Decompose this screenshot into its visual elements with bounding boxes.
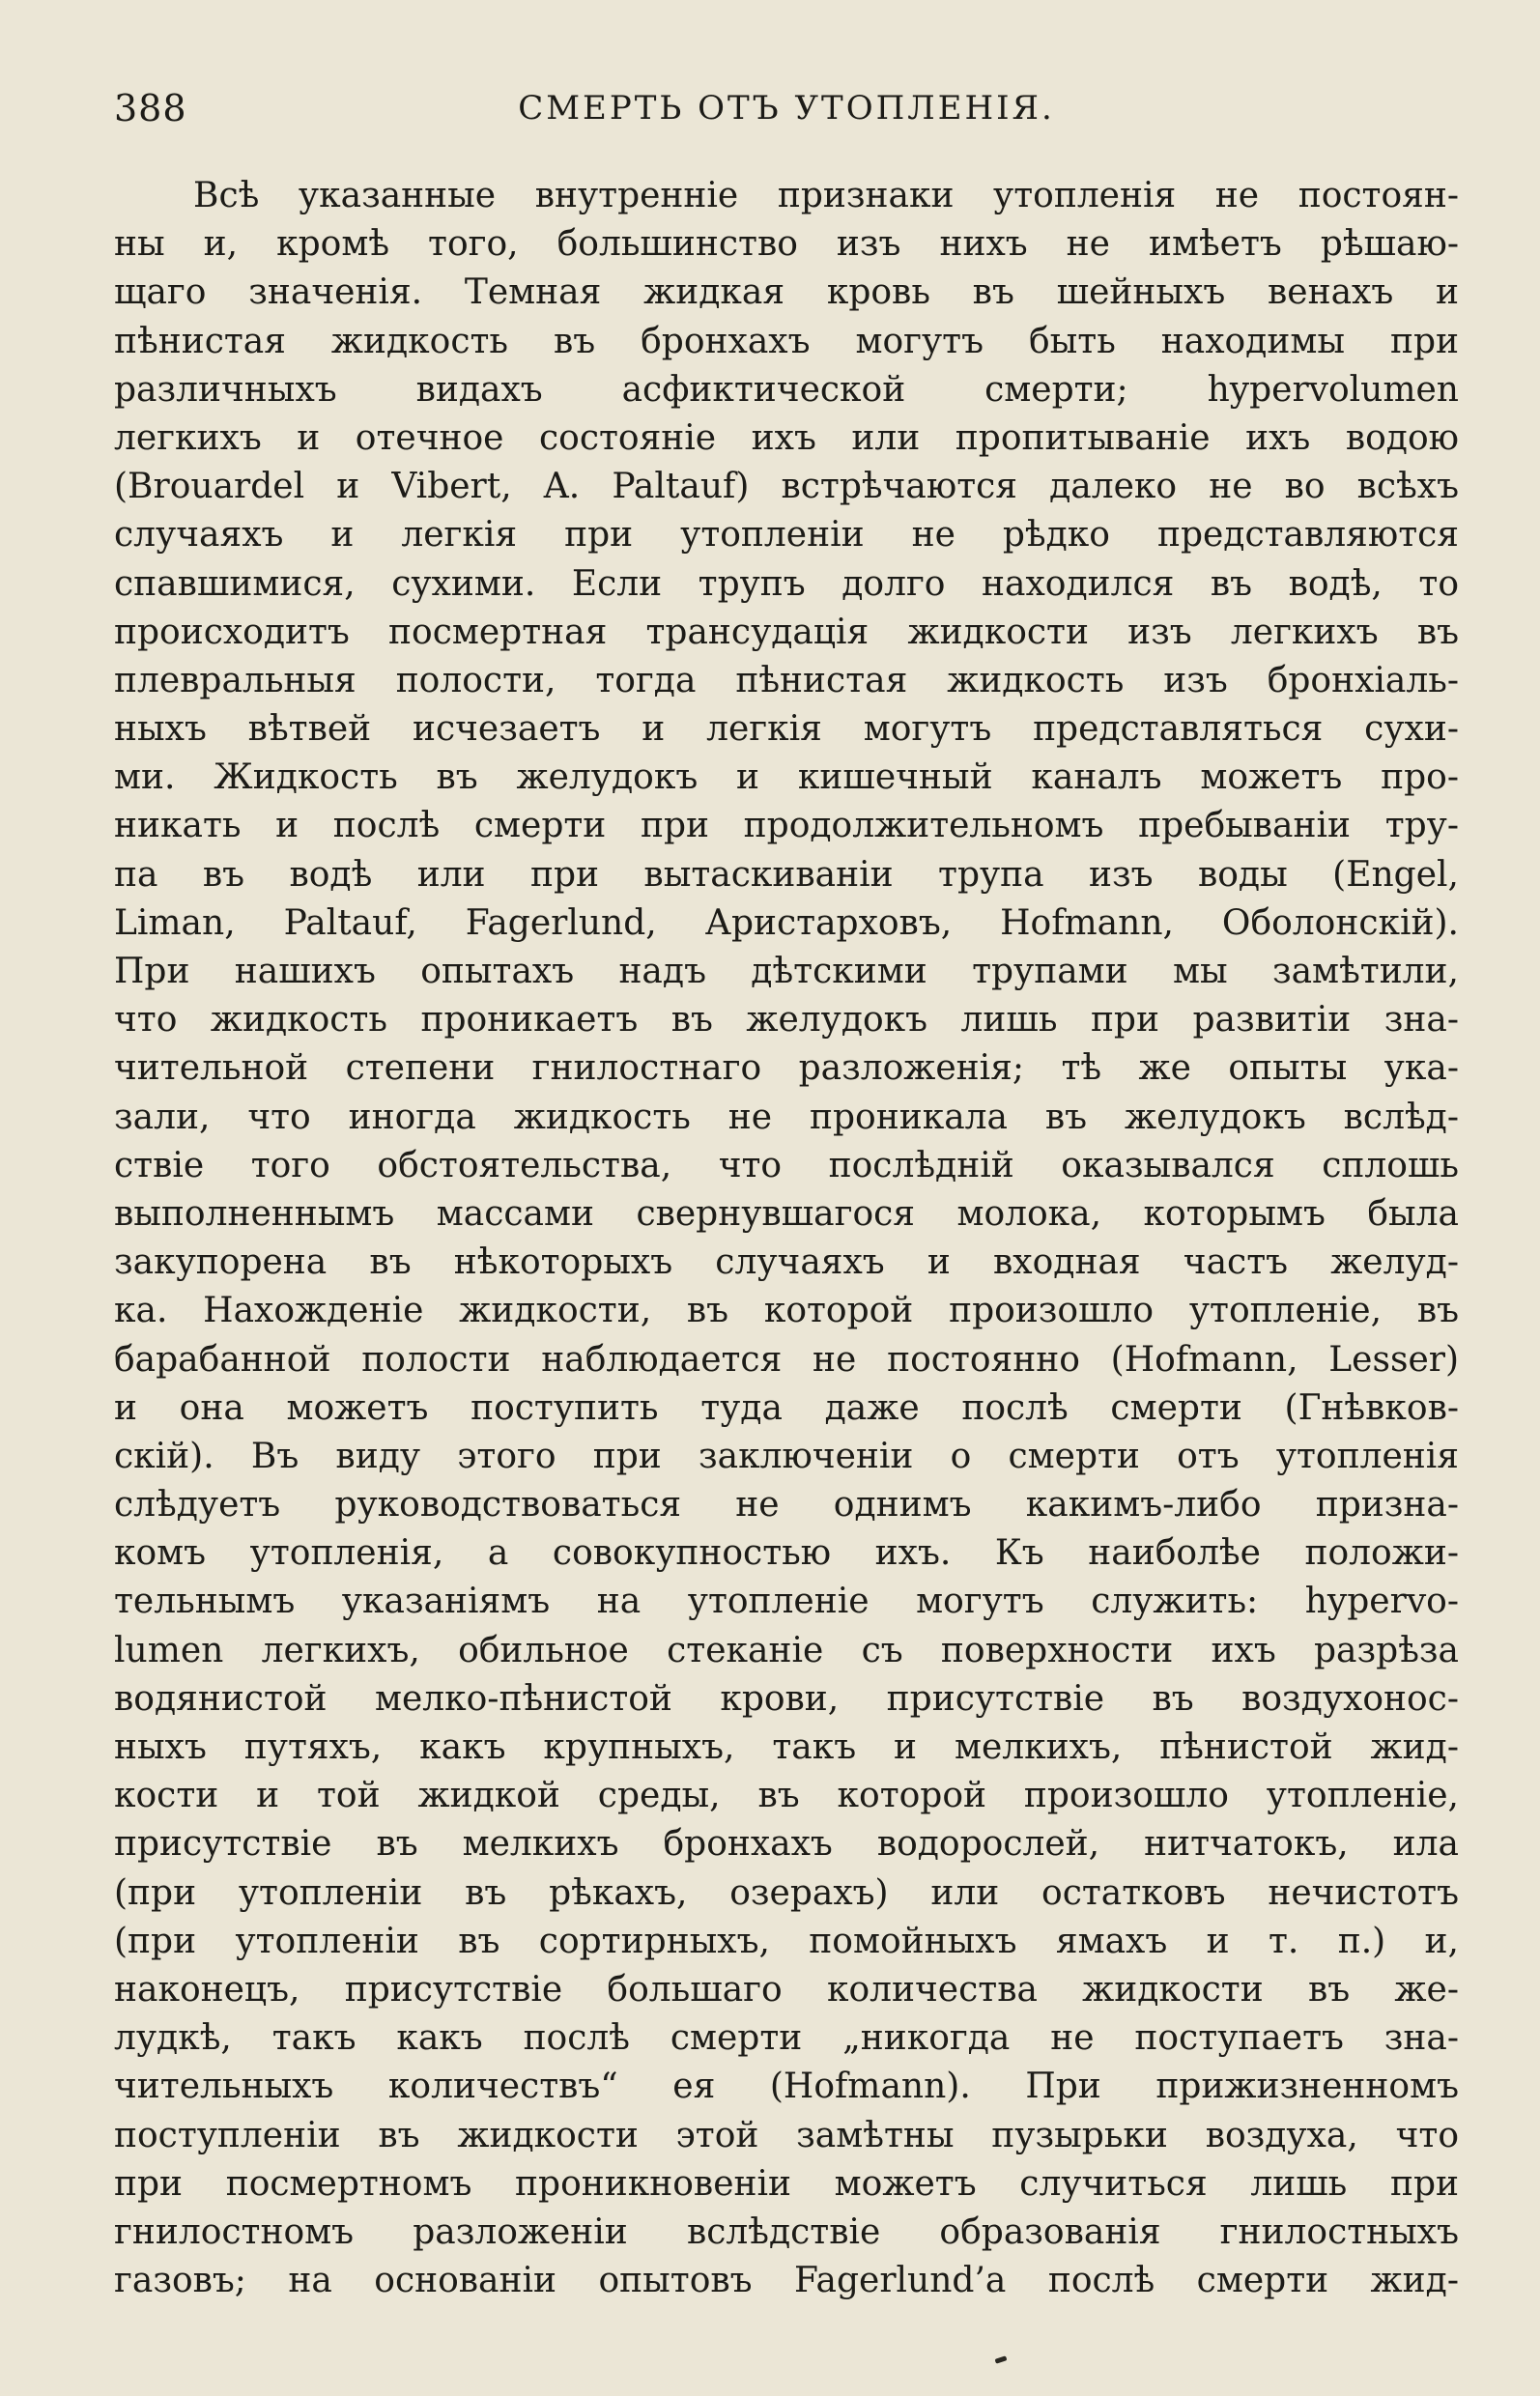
text-line: зали, что иногда жидкость не проникала въ желудокъ вслѣд- bbox=[114, 1097, 1459, 1137]
text-line: плевральныя полости, тогда пѣнистая жидкость изъ бронхіаль- bbox=[114, 660, 1459, 700]
page-number: 388 bbox=[114, 87, 187, 129]
text-line: Liman, Paltauf, Fagerlund, Аристарховъ, Hofmann, Оболонскій). bbox=[114, 902, 1459, 943]
text-line: закупорена въ нѣкоторыхъ случаяхъ и входная частъ желуд- bbox=[114, 1242, 1459, 1283]
text-line: ныхъ вѣтвей исчезаетъ и легкія могутъ представляться сухи- bbox=[114, 709, 1459, 750]
text-line: (при утопленіи въ сортирныхъ, помойныхъ ямахъ и т. п.) и, bbox=[114, 1921, 1459, 1961]
text-line: что жидкость проникаетъ въ желудокъ лишь при развитіи зна- bbox=[114, 1000, 1459, 1041]
text-line: гнилостномъ разложеніи вслѣдствіе образованія гнилостныхъ bbox=[114, 2211, 1459, 2252]
text-line: различныхъ видахъ асфиктической смерти; hypervolumen bbox=[114, 369, 1459, 410]
text-line: барабанной полости наблюдается не постоянно (Hofmann, Lesser) bbox=[114, 1339, 1459, 1380]
text-line: поступленіи въ жидкости этой замѣтны пузырьки воздуха, что bbox=[114, 2115, 1459, 2155]
text-line: газовъ; на основаніи опытовъ Fagerlund’а послѣ смерти жид- bbox=[114, 2261, 1459, 2301]
text-line: водянистой мелко-пѣнистой крови, присутствіе въ воздухонос- bbox=[114, 1678, 1459, 1719]
text-line: ствіе того обстоятельства, что послѣдній оказывался сплошь bbox=[114, 1145, 1459, 1185]
text-line: присутствіе въ мелкихъ бронхахъ водорослей, нитчатокъ, ила bbox=[114, 1824, 1459, 1865]
text-line: ныхъ путяхъ, какъ крупныхъ, такъ и мелкихъ, пѣнистой жид- bbox=[114, 1727, 1459, 1767]
text-line: при посмертномъ проникновеніи можетъ случиться лишь при bbox=[114, 2163, 1459, 2204]
text-line: lumen легкихъ, обильное стеканіе съ поверхности ихъ разрѣза bbox=[114, 1630, 1459, 1670]
text-line: па въ водѣ или при вытаскиваніи трупа изъ воды (Engel, bbox=[114, 854, 1459, 895]
text-line: лудкѣ, такъ какъ послѣ смерти „никогда не поступаетъ зна- bbox=[114, 2018, 1459, 2059]
text-line: (при утопленіи въ рѣкахъ, озерахъ) или остатковъ нечистотъ bbox=[114, 1872, 1459, 1913]
text-line: ми. Жидкость въ желудокъ и кишечный каналъ можетъ про- bbox=[114, 757, 1459, 798]
text-line: скій). Въ виду этого при заключеніи о смерти отъ утопленія bbox=[114, 1436, 1459, 1476]
text-line: слѣдуетъ руководствоваться не однимъ какимъ-либо призна- bbox=[114, 1485, 1459, 1526]
running-head bbox=[114, 79, 1459, 137]
text-line: щаго значенія. Темная жидкая кровь въ шейныхъ венахъ и bbox=[114, 272, 1459, 313]
text-line: тельнымъ указаніямъ на утопленіе могутъ служить: hypervo- bbox=[114, 1582, 1459, 1622]
text-line: ны и, кромѣ того, большинство изъ нихъ не имѣетъ рѣшаю- bbox=[114, 224, 1459, 265]
text-line: легкихъ и отечное состояніе ихъ или пропитываніе ихъ водою bbox=[114, 417, 1459, 458]
text-line: чительной степени гнилостнаго разложенія; тѣ же опыты ука- bbox=[114, 1048, 1459, 1089]
text-line: комъ утопленія, а совокупностью ихъ. Къ наиболѣе положи- bbox=[114, 1533, 1459, 1574]
text-line: ка. Нахожденіе жидкости, въ которой произошло утопленіе, въ bbox=[114, 1291, 1459, 1331]
text-line: происходитъ посмертная трансудація жидкости изъ легкихъ въ bbox=[114, 612, 1459, 652]
text-line: (Brouardel и Vibert, A. Paltauf) встрѣчаются далеко не во всѣхъ bbox=[114, 467, 1459, 507]
body-text bbox=[114, 172, 1459, 2305]
text-line: никать и послѣ смерти при продолжительномъ пребываніи тру- bbox=[114, 806, 1459, 846]
ink-speck bbox=[995, 2355, 1008, 2363]
text-line: выполненнымъ массами свернувшагося молока, которымъ была bbox=[114, 1193, 1459, 1234]
text-line: кости и той жидкой среды, въ которой произошло утопленіе, bbox=[114, 1776, 1459, 1816]
text-line: чительныхъ количествъ“ ея (Hofmann). При прижизненномъ bbox=[114, 2067, 1459, 2107]
running-title: СМЕРТЬ ОТЪ УТОПЛЕНІЯ. bbox=[518, 89, 1055, 128]
text-line: пѣнистая жидкость въ бронхахъ могутъ быть находимы при bbox=[114, 321, 1459, 361]
text-line: и она можетъ поступить туда даже послѣ смерти (Гнѣвков- bbox=[114, 1387, 1459, 1428]
text-line: При нашихъ опытахъ надъ дѣтскими трупами мы замѣтили, bbox=[114, 952, 1459, 991]
text-line: Всѣ указанные внутренніе признаки утопленія не постоян- bbox=[193, 176, 1459, 215]
text-line: наконецъ, присутствіе большаго количества жидкости въ же- bbox=[114, 1969, 1459, 2010]
text-line: случаяхъ и легкія при утопленіи не рѣдко представляются bbox=[114, 515, 1459, 556]
text-line: спавшимися, сухими. Если трупъ долго находился въ водѣ, то bbox=[114, 563, 1459, 604]
